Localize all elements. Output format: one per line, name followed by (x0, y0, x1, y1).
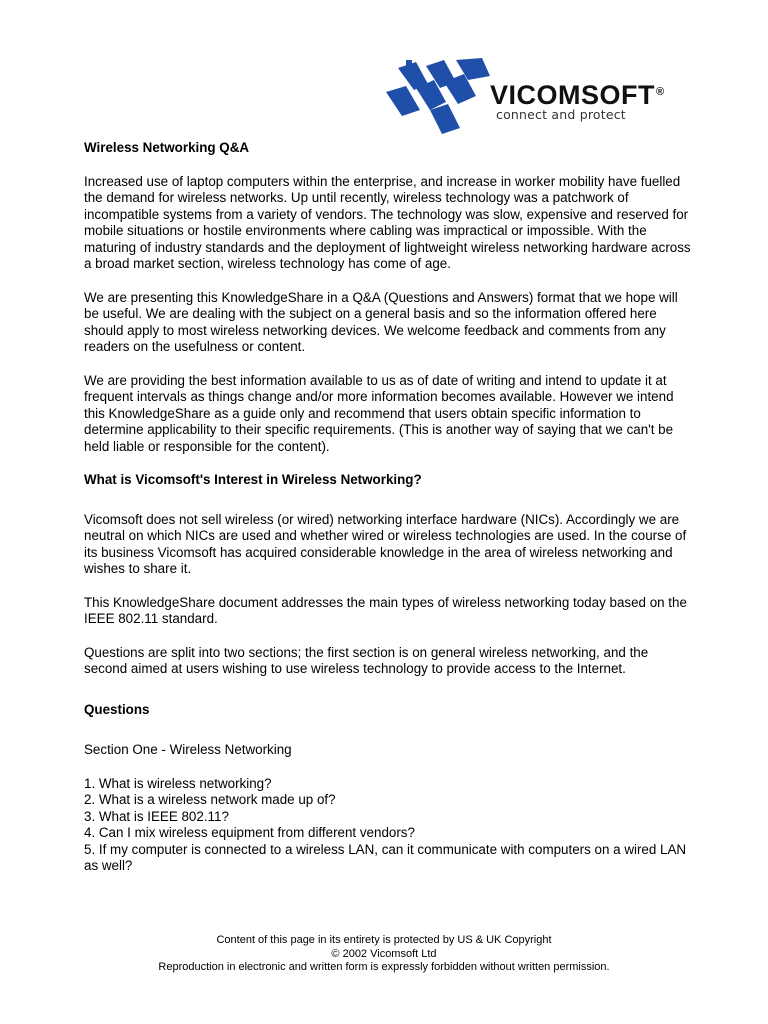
vicomsoft-logo-mark-icon (386, 58, 496, 136)
interest-paragraph-3: Questions are split into two sections; the first section is on general wireless networking, and the second aimed at users wishing to use wireless technology to provide access to the Internet. (84, 644, 649, 676)
intro-paragraph-3: We are providing the best information available to us as of date of writing and intend to update it at frequent intervals as things change and/or more information becomes available. However we intend this KnowledgeShare as a guide only and recommend that users obtain specific information to determine applicability to their specific requirements. (This is another way of saying that we can't be held liable or responsible for the content). (84, 372, 674, 454)
section-one-heading: Section One - Wireless Networking (84, 742, 292, 757)
question-item: 2. What is a wireless network made up of? (84, 792, 336, 807)
copyright-footer (0, 934, 768, 975)
document-body (84, 140, 694, 875)
interest-heading: What is Vicomsoft's Interest in Wireless Networking? (84, 472, 422, 487)
footer-copyright-notice: Content of this page in its entirety is protected by US & UK Copyright (216, 934, 552, 946)
interest-paragraph-2: This KnowledgeShare document addresses the main types of wireless networking today based on the IEEE 802.11 standard. (84, 594, 687, 626)
question-item: 4. Can I mix wireless equipment from different vendors? (84, 825, 415, 840)
document-title: Wireless Networking Q&A (84, 140, 250, 155)
footer-copyright-year: © 2002 Vicomsoft Ltd (331, 947, 437, 960)
vicomsoft-logo (386, 58, 665, 136)
logo-tagline: connect and protect (496, 107, 626, 122)
intro-paragraph-2: We are presenting this KnowledgeShare in a Q&A (Questions and Answers) format that we hope will be useful. We are dealing with the subject on a general basis and so the information offered here should apply to most wireless networking devices. We welcome feedback and comments from any readers on the usefulness or content. (84, 289, 678, 354)
question-item: 3. What is IEEE 802.11? (84, 808, 229, 824)
interest-paragraph-1: Vicomsoft does not sell wireless (or wired) networking interface hardware (NICs). Accordingly we are neutral on which NICs are used and whether wired or wireless technologies are used. In the course of its business Vicomsoft has acquired considerable knowledge in the area of wireless networking and wishes to share it. (84, 511, 687, 576)
questions-heading: Questions (84, 701, 150, 717)
footer-reproduction-notice: Reproduction in electronic and written form is expressly forbidden without written permission. (158, 961, 610, 973)
question-item: 1. What is wireless networking? (84, 775, 272, 791)
registered-mark: ® (656, 86, 665, 98)
question-item: 5. If my computer is connected to a wireless LAN, can it communicate with computers on a wired LAN as well? (84, 841, 687, 873)
logo-brand: VICOMSOFT (490, 80, 655, 110)
intro-paragraph-1: Increased use of laptop computers within the enterprise, and increase in worker mobility have fuelled the demand for wireless networks. Up until recently, wireless technology was a patchwork of incompatible systems from a variety of vendors. The technology was slow, expensive and reserved for mobile situations or hostile environments where cabling was impractical or impossible. With the maturing of industry standards and the deployment of lightweight wireless networking hardware across a broad market section, wireless technology has come of age. (84, 173, 691, 271)
